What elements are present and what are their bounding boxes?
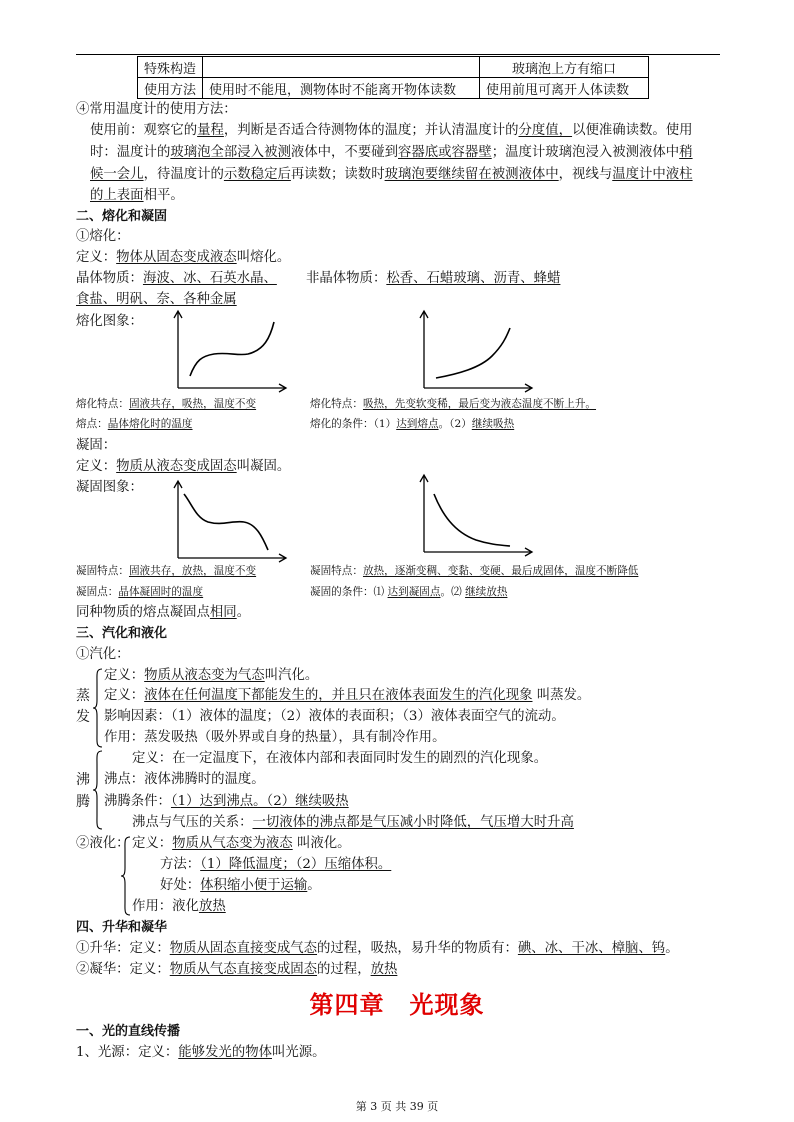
evaporation-definition: 定义：液体在任何温度下都能发生的，并且只在液体表面发生的汽化现象 叫蒸发。 <box>104 688 591 703</box>
boiling-label-top: 沸 <box>76 772 90 788</box>
table-cell: 使用方法 <box>138 78 203 99</box>
solidify-label: 凝固： <box>76 438 117 453</box>
top-rule <box>76 54 720 55</box>
table-cell: 使用前甩可离开人体读数 <box>480 78 649 99</box>
table-cell: 特殊构造 <box>138 57 203 78</box>
vaporize-definition: 定义：物质从液态变为气态叫汽化。 <box>104 668 319 683</box>
solidify-graph-label: 凝固图象： <box>76 480 143 495</box>
solidify-definition: 定义：物质从液态变成固态叫凝固。 <box>76 459 291 474</box>
table-cell: 玻璃泡上方有缩口 <box>480 57 649 78</box>
section-heading: 一、光的直线传播 <box>76 1024 181 1039</box>
evaporation-label-bottom: 发 <box>76 709 90 725</box>
table-cell: 使用时不能甩，测物体时不能离开物体读数 <box>203 78 480 99</box>
evaporation-brace <box>92 668 104 748</box>
freezing-point: 凝固点：晶体凝固时的温度 <box>76 586 204 598</box>
melt-condition: 熔化的条件：（1）达到熔点。（2）继续吸热 <box>310 418 515 430</box>
thermo-line-2: 时：温度计的玻璃泡全部浸入被测液体中，不要碰到容器底或容器壁；温度计玻璃泡浸入被测液体中稍 <box>90 145 693 160</box>
evaporation-label-top: 蒸 <box>76 688 90 704</box>
boiling-label-bottom: 腾 <box>76 794 90 810</box>
thermo-heading: ④常用温度计的使用方法： <box>76 102 237 117</box>
liquefy-method: 方法：（1）降低温度；（2）压缩体积。 <box>160 857 392 872</box>
liquefy-brace <box>120 836 132 916</box>
section-heading: 四、升华和凝华 <box>76 920 168 935</box>
melting-point: 熔点：晶体熔化时的温度 <box>76 418 193 430</box>
thermo-line-1: 使用前：观察它的量程，判断是否适合待测物体的温度；并认清温度计的分度值，以便准确读数。使用 <box>90 123 693 138</box>
crystal-solidify-feature: 凝固特点：固液共存，放热，温度不变 <box>76 565 257 577</box>
liquefy-effect: 作用：液化放热 <box>132 899 226 914</box>
boiling-condition: 沸腾条件：（1）达到沸点。（2）继续吸热 <box>104 794 349 809</box>
crystal-list-2: 食盐、明矾、奈、各种金属 <box>76 292 237 307</box>
evaporation-factors: 影响因素：（1）液体的温度；（2）液体的表面积；（3）液体表面空气的流动。 <box>104 709 565 724</box>
chapter-title: 第四章 光现象 <box>309 990 485 1019</box>
table-cell <box>203 57 480 78</box>
liquefy-definition: 定义：物质从气态变为液态 叫液化。 <box>132 836 351 851</box>
amorphous-melt-feature: 熔化特点：吸热，先变软变稀，最后变为液态温度不断上升。 <box>310 398 597 410</box>
light-source-definition: 1、光源：定义：能够发光的物体叫光源。 <box>76 1045 326 1060</box>
amorphous-solidify-graph <box>418 474 538 556</box>
thermo-line-3: 候一会儿，待温度计的示数稳定后再读数；读数时玻璃泡要继续留在被测液体中，视线与温度计中液柱 <box>90 167 693 182</box>
thermo-line-4: 的上表面相平。 <box>90 188 184 203</box>
deposition-line: ②凝华：定义：物质从气态直接变成固态的过程，放热 <box>76 962 398 977</box>
boiling-point: 沸点：液体沸腾时的温度。 <box>104 772 265 787</box>
sublimation-line: ①升华：定义：物质从固态直接变成气态的过程，吸热，易升华的物质有：碘、冰、干冰、樟脑、钨。 <box>76 941 679 956</box>
table-row <box>138 57 649 78</box>
liquefy-label: ②液化： <box>76 836 130 851</box>
evaporation-effect: 作用：蒸发吸热（吸外界或自身的热量），具有制冷作用。 <box>104 730 446 745</box>
boiling-brace <box>92 750 104 830</box>
melt-label: ①熔化： <box>76 229 130 244</box>
vaporize-label: ①汽化： <box>76 647 130 662</box>
same-point-note: 同种物质的熔点凝固点相同。 <box>76 605 251 620</box>
table-row <box>138 78 649 99</box>
page-footer: 第 3 页 共 39 页 <box>355 1100 439 1113</box>
boiling-pressure: 沸点与气压的关系：一切液体的沸点都是气压减小时降低，气压增大时升高 <box>132 815 574 830</box>
boiling-definition: 定义：在一定温度下，在液体内部和表面同时发生的剧烈的汽化现象。 <box>132 751 548 766</box>
crystal-melting-graph <box>172 310 292 392</box>
crystal-melt-feature: 熔化特点：固液共存，吸热，温度不变 <box>76 398 257 410</box>
solidify-condition: 凝固的条件：⑴ 达到凝固点。⑵ 继续放热 <box>310 586 508 598</box>
melt-graph-label: 熔化图象： <box>76 314 143 329</box>
melt-definition: 定义：物体从固态变成液态叫熔化。 <box>76 250 291 265</box>
crystal-solidify-graph <box>172 480 292 562</box>
noncrystal-list: 非晶体物质：松香、石蜡玻璃、沥青、蜂蜡 <box>306 271 561 286</box>
liquefy-benefit: 好处：体积缩小便于运输。 <box>160 878 321 893</box>
section-heading: 三、汽化和液化 <box>76 626 168 641</box>
section-heading: 二、熔化和凝固 <box>76 209 168 224</box>
amorphous-melting-graph <box>418 310 538 392</box>
amorphous-solidify-feature: 凝固特点：放热，逐渐变稠、变黏、变硬、最后成固体，温度不断降低 <box>310 565 639 577</box>
thermometer-table <box>137 56 649 99</box>
crystal-list: 晶体物质：海波、冰、石英水晶、 <box>76 271 277 286</box>
